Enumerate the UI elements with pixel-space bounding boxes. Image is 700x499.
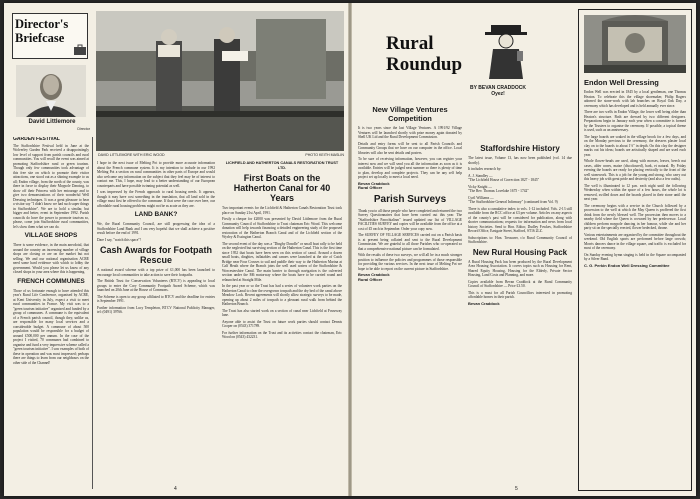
staffs-history-heading: Staffordshire History bbox=[480, 144, 560, 153]
hatherton-text-4: In the past year or so the Trust has had a series of volunteer work parties on the Hatherton Canal to clear the overgrown towpath and the dry bed of the canal above Meadow Lock. Recent agreements will shortly allow strategic surveys to be made, opening up about 2 miles of towpath to a pleasant rural walk from behind the Hatherton Branch. bbox=[222, 284, 342, 307]
land-bank-text: We, the Rural Community Council, are still progressing the idea of a Staffordshire Land Bank and I am very hopeful that we shall achieve a positive result before the end of 1991. bbox=[97, 222, 215, 235]
right-page-number: 5 bbox=[515, 486, 518, 492]
staffs-history-text-1: The latest issue, Volume 13, has now been published (vol. 14 due shortly). bbox=[468, 156, 572, 165]
hatherton-text-6: Anyone able to assist the Trust on future work parties should contact Dennis Cooper on (0543) 371789. bbox=[222, 319, 342, 329]
right-page bbox=[350, 3, 696, 496]
author-portrait bbox=[16, 65, 86, 117]
left-column-3 bbox=[222, 161, 342, 489]
garden-festival-text: The Staffordshire Festival held in June at the Wolverley Garden Park received a disappointingly low level of support from parish councils and rural communities. You will recall the event was aimed at promoting Staffordshire rural or green tourism. Though only few communities took advantage of this free site on which to promote their visitor attractions, one stood out as a shining example to us all; Endon village, from the north of the county, was there in force to display their Maypole Dancing, to show off their Princess with her entourage and to give two demonstrations of their wonderful Well Dressing techniques. It was a great pleasure to hear a visitor say "I didn't know we had such super things in Staffordshire". We are to hold a similar, but bigger and better, event in September 1992. Parish councils do have the power to promote tourism so, please, come join Staffordshire rural communities, let's show them what we can do. bbox=[13, 143, 89, 229]
right-column-1 bbox=[358, 103, 462, 491]
cash-awards-text-1: A national award scheme with a top prize of £1,000 has been launched to encourage local communities to take action to save their footpaths. bbox=[97, 268, 215, 277]
left-column-2 bbox=[97, 161, 215, 489]
french-communes-heading: FRENCH COMMUNES bbox=[17, 277, 85, 285]
french-communes-text: Those of us fortunate enough to have attended this year's Rural Life Conference, organised by ACRE, at Kent University in July, expect a visit to meet rural communities in France. My visit was to a "green tourism initiative" organised and funded by a group of communes. A commune is the equivalent of a French parish council, though they, unlike us, are responsible for many local services and a considerable budget. A commune of about 500 population would be responsible for a budget of around £500,000 per annum. In the case of the project I visited, 70 communes had combined to organise and fund a very impressive scheme called a "green tourism initiative". I saw examples of both of these in operation and was most impressed; perhaps there are things to learn from our neighbours on the other side of the Channel! bbox=[13, 288, 89, 365]
hatherton-text-5: The Trust has also started work on a section of canal near Lichfield at Fosseway lane. bbox=[222, 308, 342, 318]
signature-3: Bevan Craddock bbox=[468, 300, 500, 306]
well-dressing-image bbox=[584, 15, 686, 73]
endon-text-8: On Sunday evening hymn singing is held in the Square accompanied by a Silver Band. bbox=[584, 252, 686, 261]
garden-festival-heading: GARDEN FESTIVAL bbox=[13, 137, 60, 142]
communes-continued-text: I hope in the next issue of Melting Pot to provide more accurate information about the French commune system. It is my intention to include in our 1992 Melting Pot a section on rural communities in other parts of Europe and would also welcome any information on the subject that they feel may be of interest to contact me. This, I hope, may lead to a better understanding of our European counterparts and have possible twinning potential as well. bbox=[97, 161, 215, 188]
canal-photo-image bbox=[96, 11, 344, 151]
watch-space-text: Dare I say, "watch this space"! bbox=[97, 237, 142, 242]
magazine-spread bbox=[4, 3, 696, 496]
hatherton-text-3: The second event of the day was a "Dinghy Dawdle" or small boat rally to be held on the neglected but surviving section of the Hatherton Canal. This is the first time since 1952 that boats have been seen on this section of canal. Around a dozen small boats, dinghies, inflatables and canoes were launched at the site of Catch Bridge near Four Crosses to sail and paddle their way to the Hatherton Marina at Calf Heath where the Branch joins the well used waters of the Staffordshire & Worcestershire Canal. The main barrier to through navigation is the culverted section under the M6 motorway where the boats have to be carried round and relaunched at Straight Mile. bbox=[222, 241, 342, 282]
housing-pack-text-2: Copies available from Bevan Craddock at the Rural Community Council of Staffordshire — Price £3.50. bbox=[468, 279, 572, 288]
village-ventures-text-3: To be sure of receiving information, however, you can register your interest now and we will send you all the information as soon as it is available. Entries will be judged next summer so there is plenty of time to plan, develop and complete projects. They can be any self help project set up locally to meet a local need. bbox=[358, 157, 462, 180]
portrait-image bbox=[16, 65, 86, 117]
village-ventures-heading: New Village Ventures Competition bbox=[372, 105, 448, 123]
hatherton-heading: First Boats on the Hatherton Canal for 40 Years bbox=[233, 173, 331, 204]
endon-text-6: The ceremony begins with a service in the Church followed by a procession to the well at which the May Queen is proffered the first drink from the newly blessed well. The procession then moves to a nearby field where the Queen is crowned by her predecessor. Local children perform maypole dancing in her honour, while she and her party sit on the specially erected, flower bedecked, throne. bbox=[584, 203, 686, 230]
author-name: David Littlemore bbox=[28, 119, 76, 125]
signature-2-role: Rural Officer bbox=[358, 276, 383, 282]
research-list-5: Cyril Williams — bbox=[468, 195, 494, 200]
land-bank-heading: LAND BANK? bbox=[134, 211, 178, 218]
cash-awards-text-2: The British Trust for Conservation Volunteers (BTCV) is appealing to local groups to enter the Cory Community Footpath Award Scheme, which was launched on 20th June at the House of Commons. bbox=[97, 279, 215, 292]
endon-heading: Endon Well Dressing bbox=[584, 78, 659, 87]
photo-credit: PHOTO KEITH MASLIN bbox=[305, 153, 344, 157]
research-list-3: Vicky Knight — bbox=[468, 184, 492, 189]
village-ventures-text-2: Details and entry forms will be sent to all Parish Councils and Community Groups that we have on our computer in the office. Local libraries will also be sent details and posters. bbox=[358, 141, 462, 155]
rural-housing-text: I was impressed by the French approach to rural housing needs. It appears, though it may have cost something in the translation, that all land sold in the village must first be offered to the commune. If that were the case over here, our affordable rural housing problems might not be as acute as they are. bbox=[97, 190, 215, 208]
parish-surveys-text-3: With the results of these two surveys, we will all be in a much stronger position to influence the policies and programmes of those responsible for providing the various services. In the next issue of Melting Pot we hope to be able to report on the current picture in Staffordshire. bbox=[358, 253, 462, 271]
cash-awards-text-4: Further information from Lucy Templeton, BTCV National Publicity Manager, tel: (0491) 39766. bbox=[97, 305, 215, 314]
briefcase-icon bbox=[73, 44, 87, 56]
research-list-6: "The Staffordshire General Infirmary" (continued from Vol. 9) bbox=[468, 200, 558, 204]
cash-awards-text-3: The Scheme is open to any group affiliated to BTCV and the deadline for entries is September 1991. bbox=[97, 294, 215, 303]
research-list-1: A. J. Standley — bbox=[468, 173, 493, 178]
staffs-history-text-4: Subscriptions to: Hon. Treasurer, c/o Rural Community Council of Staffordshire. bbox=[468, 235, 572, 244]
endon-text-5: The well is illuminated to 12 p.m. each night until the following Wednesday when within the space of a few hours, the whole lot is removed, swilled down and the boards placed in their stone until the next year. bbox=[584, 183, 686, 201]
parish-surveys-heading: Parish Surveys bbox=[373, 193, 447, 205]
town-crier-illustration bbox=[483, 23, 529, 81]
endon-text-1: Endon Well was erected in 1845 by a local gentleman, one Thomas Heaton. To celebrate this the village shoemaker, Philip Rogers adorned the stone-work with lab branches on Royal Oak Day, a ceremony which has developed and is held annually ever since. bbox=[584, 90, 686, 108]
roundup-title: Rural Roundup bbox=[386, 33, 463, 75]
right-column-2 bbox=[468, 141, 572, 491]
hatherton-text-2: Firstly a cheque for £2000 was presented by David Littlemore from the Rural Community Council of Staffordshire to Trust chairman Eric Wood. This welcome donation will help towards financing a detailed engineering study of the proposed restoration of the Hatherton Branch Canal and of the Lichfield section of the Wyrley & Essington Canal. bbox=[222, 217, 342, 240]
author-role: Director bbox=[77, 127, 90, 131]
signature-1: Bevan Craddock bbox=[358, 180, 390, 186]
signature-2: Bevan Craddock bbox=[358, 272, 390, 278]
parish-surveys-text-2: The SURVEY OF VILLAGE SERVICES carried out on a Parish basis is at present being collated and sent to the Rural Development Commission. We are grateful to all those Parishes who co-operated so that a comprehensive national picture can be formulated. bbox=[358, 233, 462, 251]
endon-text-3: The large boards are soaked in the village brook for a few days, and on the Monday previous to the ceremony, the dressers plaster local clay on to the boards to about 1½" in depth. On this clay the designer marks out his ideas; boards are artistically shaped and are used each year. bbox=[584, 134, 686, 157]
research-list-4: "The Rev. Thomas Lovelake 1675 - 1742" bbox=[468, 189, 529, 193]
staffs-history-text-2: It includes research by: bbox=[468, 167, 502, 171]
trust-kicker: LICHFIELD AND HATHERTON CANALS RESTORATION TRUST LTD. bbox=[225, 161, 339, 170]
staffs-history-text-3: There is also a cumulative index to vols. 1-12 included. Vols. 2-13 still available from the RCC office at £3 per volume. Articles on any aspects of the county's past will be considered for publication, along with shorter communications; requests for information and news from local history Societies. Send to Hon. Editor, Dudley Fowkes, Staffordshire Record Office, Eastgate Street, Stafford, ST16 2LZ. bbox=[468, 206, 572, 233]
canal-photo bbox=[96, 11, 344, 151]
left-column-1 bbox=[13, 137, 89, 487]
endon-text-4: Whole flower-heads are used, along with mosses, leaves, beech nut cases, alder cones, maize (discoloured), bark, et natural. By Friday evening the boards are ready for placing vertically to the front of the well stonework. This is a job for the young and strong, who carry out this heavy job with great pride and dexterity (and also a few oaths). bbox=[584, 159, 686, 181]
endon-signature: C. G. Perkin Endon Well Dressing Committee bbox=[584, 262, 670, 268]
left-page-number: 4 bbox=[174, 486, 177, 492]
briefcase-title: Director's Briefcase bbox=[15, 17, 69, 45]
column-divider bbox=[92, 137, 93, 489]
hatherton-text-7: For further information on the Trust and its activities contact the chairman, Eric Wood on (0543) 432231. bbox=[222, 330, 342, 340]
cash-awards-heading: Cash Awards for Footpath Rescue bbox=[99, 245, 212, 265]
housing-pack-text-3: This is a must for all Parish Councillors interested in promoting affordable homes in their parish. bbox=[468, 290, 572, 299]
photo-caption: DAVID LITTLEMORE WITH ERIC WOOD bbox=[98, 153, 165, 157]
town-crier-icon bbox=[483, 23, 529, 81]
housing-pack-heading: New Rural Housing Pack bbox=[472, 247, 568, 257]
village-ventures-text-1: It is two years since the last Village Ventures. A 1991/92 Village Ventures will be launched shortly with prize money again donated by Shell UK Ltd and the Rural Development Commission. bbox=[358, 126, 462, 140]
right-column-3 bbox=[584, 75, 686, 489]
left-page bbox=[4, 3, 350, 496]
roundup-byline: BY BEVAN CRADDOCK Oyez! bbox=[470, 85, 526, 97]
parish-surveys-text-1: Thank you to all those people who have completed and returned the two Survey Questionnaires that have been carried out this year. The "Staffordshire Parochialism" issued updated our list of VILLAGE FACILITIES SURVEY and copies will be available from the office at a cost of £5 each in September. Order your copy now. bbox=[358, 208, 462, 231]
briefcase-title-box bbox=[12, 13, 88, 59]
housing-pack-text-1: A Rural Housing Pack has been produced by the Rural Development Area Housing Association. It covers topics such as Housing for Rent, Shared Equity Housing, Housing for the Elderly, Private Sector Housing, Land Costs and Planning, and more. bbox=[468, 259, 572, 277]
signature-1-role: Rural Officer bbox=[358, 185, 383, 191]
endon-text-7: Various entertainments are organised by the committee throughout the weekend. Old English sports are performed before large crowds; Morris dancers dance in the village square, and traffic is excluded for most of the ceremony. bbox=[584, 232, 686, 250]
endon-photo bbox=[584, 15, 686, 73]
hatherton-text-1: Two important events for the Lichfield & Hatherton Canals Restoration Trust took place on Sunday 21st April, 1991. bbox=[222, 206, 342, 215]
village-shops-heading: VILLAGE SHOPS bbox=[24, 232, 78, 239]
endon-text-2: There are two wells in Endon Village, the lower well being older than Heaton's structure. Both are dressed by two different designers. Preparations begin in January each year when a committee is formed by the Trustees to organise the ceremony. If possible, a topical theme is used, such as an anniversary. bbox=[584, 110, 686, 132]
village-shops-text: There is some evidence, in the main anecdotal, that around the country an increasing number of village shops are closing or are on the market but not selling. We and our national organisation ACRE need some hard evidence with which to lobby the government. Would you please let us know of any closed shops in your area where this is happening. bbox=[13, 243, 89, 274]
research-list-2: "The Lichfield House of Correction 1827 - 1845" bbox=[468, 178, 540, 182]
